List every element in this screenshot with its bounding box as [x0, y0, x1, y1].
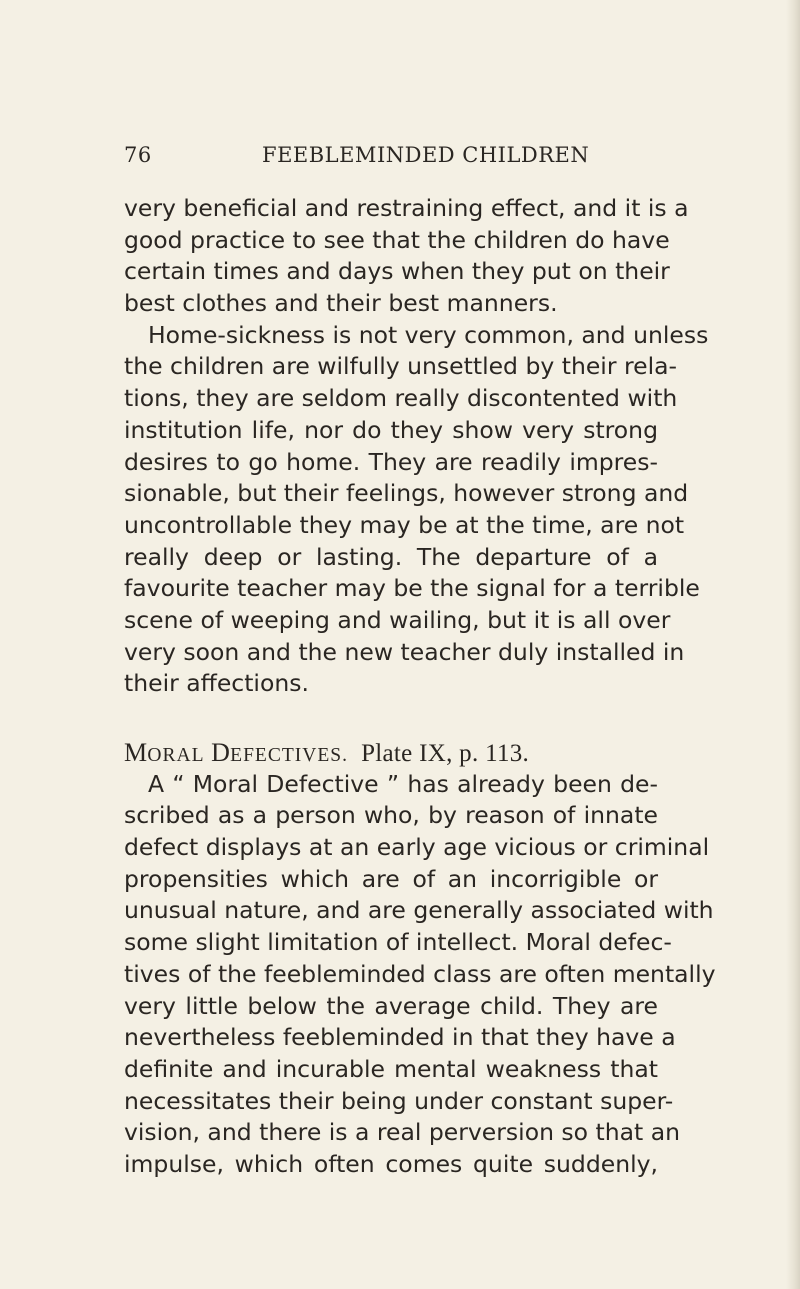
running-title: FEEBLEMINDED CHILDREN	[262, 143, 590, 167]
paragraph-3	[124, 769, 716, 1181]
page-edge-shadow	[786, 0, 800, 1289]
text-line: vision, and there is a real perversion so that an	[124, 1118, 681, 1147]
paragraph-1	[124, 193, 689, 320]
text-line: defect displays at an early age vicious or criminal	[124, 833, 710, 862]
text-line: the children are wilfully unsettled by their rela-	[124, 352, 677, 381]
section-gap	[124, 700, 658, 737]
text-line: propensities which are of an incorrigible or	[124, 864, 658, 893]
text-line: very little below the average child. They are	[124, 991, 658, 1020]
text-line: their affections.	[124, 669, 309, 698]
text-line: good practice to see that the children do have	[124, 225, 670, 254]
text-line: impulse, which often comes quite suddenly,	[124, 1149, 658, 1178]
text-line: Home-sickness is not very common, and unless	[148, 320, 709, 349]
text-line: tions, they are seldom really discontented with	[124, 384, 678, 413]
text-line: favourite teacher may be the signal for a terrible	[124, 574, 700, 603]
text-line: uncontrollable they may be at the time, are not	[124, 510, 685, 539]
text-line: A “ Moral Defective ” has already been de-	[148, 769, 658, 798]
text-line: very beneficial and restraining effect, and it is a	[124, 194, 689, 222]
text-line: definite and incurable mental weakness that	[124, 1054, 658, 1083]
text-line: desires to go home. They are readily impres-	[124, 447, 658, 476]
running-head	[124, 143, 684, 173]
text-line: nevertheless feebleminded in that they have a	[124, 1023, 676, 1052]
text-line: necessitates their being under constant super-	[124, 1086, 674, 1115]
section-heading: MORAL DEFECTIVES. Plate IX, p. 113.	[124, 738, 530, 767]
body-text	[124, 193, 716, 1181]
page-number: 76	[124, 143, 152, 167]
text-line: institution life, nor do they show very strong	[124, 415, 658, 444]
text-line: unusual nature, and are generally associated with	[124, 896, 714, 925]
text-line: really deep or lasting. The departure of a	[124, 542, 658, 571]
text-line: scribed as a person who, by reason of innate	[124, 801, 658, 830]
text-line: tives of the feebleminded class are often mentally	[124, 959, 716, 988]
plate-reference: Plate IX, p. 113.	[361, 740, 530, 767]
text-line: scene of weeping and wailing, but it is all over	[124, 605, 671, 634]
paragraph-2	[124, 320, 709, 700]
text-line: certain times and days when they put on their	[124, 257, 670, 286]
text-line: best clothes and their best manners.	[124, 289, 558, 318]
text-line: very soon and the new teacher duly installed in	[124, 637, 685, 666]
text-line: sionable, but their feelings, however strong and	[124, 479, 689, 508]
text-line: some slight limitation of intellect. Moral defec-	[124, 928, 672, 957]
